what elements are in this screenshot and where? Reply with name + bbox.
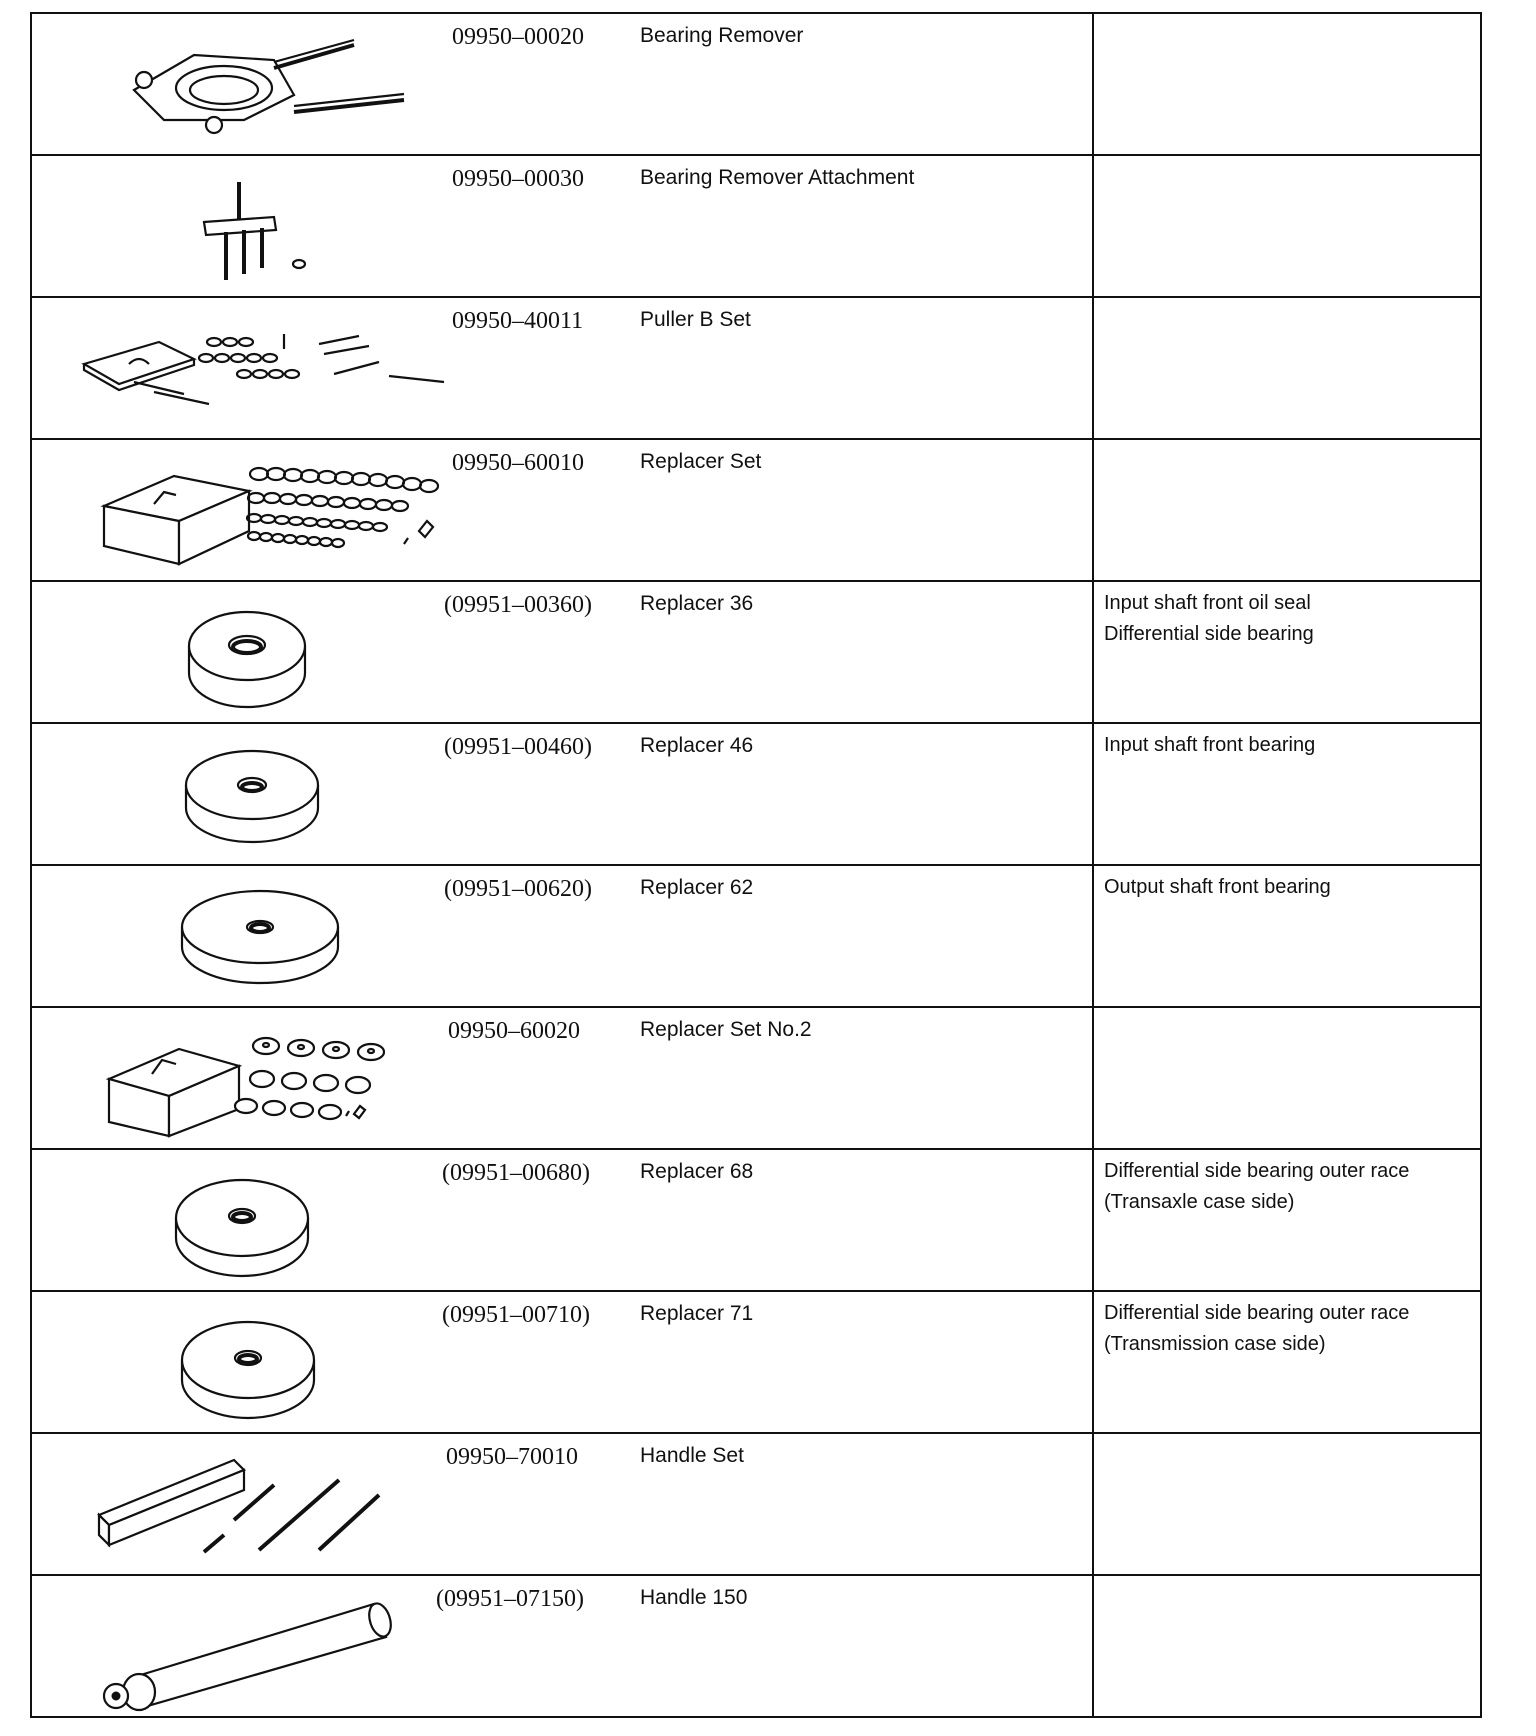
tool-cell	[31, 1149, 1093, 1291]
replacer-disc-illustration	[44, 1156, 454, 1286]
tool-cell	[31, 297, 1093, 439]
usage-note: Input shaft front oil seal	[1104, 592, 1311, 614]
table-row	[31, 1291, 1481, 1433]
replacer-disc-illustration	[44, 872, 454, 1002]
special-tools-table	[30, 12, 1482, 1718]
part-number: 09950–70010	[446, 1444, 578, 1470]
table-row	[31, 13, 1481, 155]
tool-name: Bearing Remover Attachment	[640, 166, 915, 189]
tool-cell	[31, 865, 1093, 1007]
usage-note: Differential side bearing	[1104, 623, 1314, 645]
usage-cell	[1093, 1433, 1481, 1575]
table-row	[31, 1007, 1481, 1149]
tool-name: Replacer Set	[640, 450, 762, 473]
table-row	[31, 723, 1481, 865]
table-row	[31, 581, 1481, 723]
part-number: 09950–60020	[448, 1018, 580, 1044]
table-row	[31, 865, 1481, 1007]
tool-name: Handle 150	[640, 1586, 748, 1609]
tool-cell	[31, 439, 1093, 581]
puller-b-set-illustration	[44, 304, 454, 434]
part-number: (09951–00460)	[444, 734, 592, 760]
table-row	[31, 1433, 1481, 1575]
tool-cell	[31, 581, 1093, 723]
usage-cell	[1093, 297, 1481, 439]
part-number: (09951–07150)	[436, 1586, 584, 1612]
table-row	[31, 1575, 1481, 1717]
table-row	[31, 297, 1481, 439]
replacer-set-case-illustration	[44, 1014, 454, 1144]
tool-name: Replacer 71	[640, 1302, 754, 1325]
usage-cell	[1093, 581, 1481, 723]
usage-note: Input shaft front bearing	[1104, 734, 1316, 756]
usage-note: Differential side bearing outer race	[1104, 1302, 1410, 1324]
usage-cell	[1093, 1575, 1481, 1717]
part-number: 09950–00030	[452, 166, 584, 192]
usage-cell	[1093, 439, 1481, 581]
usage-cell	[1093, 1007, 1481, 1149]
tool-name: Replacer Set No.2	[640, 1018, 812, 1041]
tool-cell	[31, 1575, 1093, 1717]
tool-cell	[31, 1007, 1093, 1149]
usage-note: Output shaft front bearing	[1104, 876, 1331, 898]
handle-illustration	[44, 1582, 454, 1712]
usage-cell	[1093, 865, 1481, 1007]
tool-name: Puller B Set	[640, 308, 751, 331]
usage-cell	[1093, 155, 1481, 297]
replacer-disc-illustration	[44, 1298, 454, 1428]
part-number: 09950–00020	[452, 24, 584, 50]
usage-note: (Transaxle case side)	[1104, 1191, 1295, 1213]
part-number: (09951–00360)	[444, 592, 592, 618]
tool-cell	[31, 723, 1093, 865]
part-number: (09951–00710)	[442, 1302, 590, 1328]
bearing-remover-illustration	[44, 20, 454, 150]
tool-name: Replacer 62	[640, 876, 754, 899]
tool-cell	[31, 1433, 1093, 1575]
replacer-set-case-illustration	[44, 446, 454, 576]
handle-set-illustration	[44, 1440, 454, 1570]
usage-cell	[1093, 1291, 1481, 1433]
usage-cell	[1093, 723, 1481, 865]
table-row	[31, 439, 1481, 581]
replacer-disc-illustration	[44, 730, 454, 860]
usage-note: Differential side bearing outer race	[1104, 1160, 1410, 1182]
tool-name: Replacer 68	[640, 1160, 754, 1183]
tool-name: Replacer 36	[640, 592, 754, 615]
usage-cell	[1093, 1149, 1481, 1291]
tool-cell	[31, 13, 1093, 155]
tool-cell	[31, 1291, 1093, 1433]
tool-name: Bearing Remover	[640, 24, 804, 47]
tool-name: Handle Set	[640, 1444, 744, 1467]
part-number: (09951–00620)	[444, 876, 592, 902]
usage-note: (Transmission case side)	[1104, 1333, 1326, 1355]
table-row	[31, 155, 1481, 297]
table-row	[31, 1149, 1481, 1291]
part-number: (09951–00680)	[442, 1160, 590, 1186]
tool-cell	[31, 155, 1093, 297]
part-number: 09950–60010	[452, 450, 584, 476]
usage-cell	[1093, 13, 1481, 155]
replacer-disc-illustration	[44, 588, 454, 718]
part-number: 09950–40011	[452, 308, 584, 334]
tool-name: Replacer 46	[640, 734, 754, 757]
bearing-remover-attachment-illustration	[44, 162, 454, 292]
